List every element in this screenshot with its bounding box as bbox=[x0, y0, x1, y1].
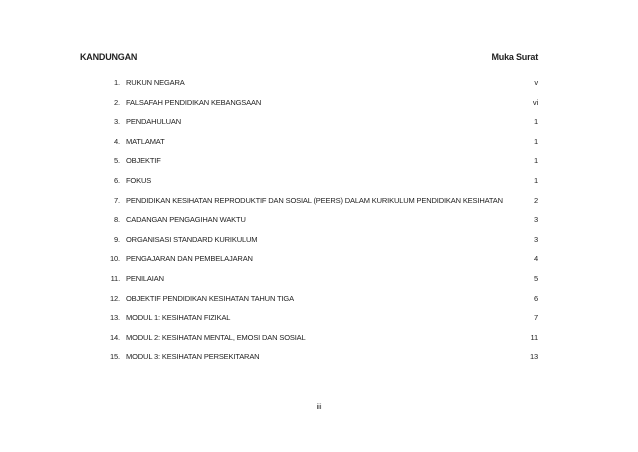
page-footer bbox=[0, 402, 638, 411]
toc-page-number: 1 bbox=[533, 156, 538, 166]
toc-page-number: v bbox=[534, 78, 538, 87]
toc-page-number: 3 bbox=[533, 234, 538, 244]
toc-number: 14. bbox=[110, 332, 120, 342]
toc-number: 10. bbox=[110, 254, 120, 264]
toc-label: MODUL 3: KESIHATAN PERSEKITARAN bbox=[126, 352, 260, 362]
toc-label: CADANGAN PENGAGIHAN WAKTU bbox=[126, 215, 246, 225]
toc-label: FALSAFAH PENDIDIKAN KEBANGSAAN bbox=[126, 97, 262, 107]
toc-page-number: 3 bbox=[533, 215, 538, 225]
toc-page-number: 7 bbox=[533, 313, 538, 323]
toc-title: KANDUNGAN bbox=[80, 52, 138, 62]
toc-row-5[interactable] bbox=[100, 151, 538, 171]
toc-number: 11. bbox=[110, 273, 120, 283]
toc-label: ORGANISASI STANDARD KURIKULUM bbox=[126, 234, 258, 244]
toc-page-number: 2 bbox=[533, 195, 538, 205]
toc-label: MODUL 2: KESIHATAN MENTAL, EMOSI DAN SOSIAL bbox=[126, 332, 306, 342]
toc-page-number: 1 bbox=[533, 117, 538, 127]
toc-row-2[interactable] bbox=[100, 93, 538, 113]
toc-number: 7. bbox=[114, 195, 120, 205]
toc-row-1[interactable] bbox=[100, 73, 538, 93]
toc-number: 8. bbox=[114, 215, 120, 225]
toc-row-11[interactable] bbox=[100, 269, 538, 289]
toc-number: 12. bbox=[110, 293, 120, 303]
toc-row-4[interactable] bbox=[100, 132, 538, 152]
toc-row-3[interactable] bbox=[100, 112, 538, 132]
page-column-heading: Muka Surat bbox=[491, 52, 538, 62]
toc-number: 4. bbox=[114, 136, 120, 146]
toc-page-number: 6 bbox=[533, 293, 538, 303]
toc-row-8[interactable] bbox=[100, 210, 538, 230]
toc-number: 13. bbox=[110, 313, 120, 323]
toc-row-13[interactable] bbox=[100, 308, 538, 328]
toc-row-14[interactable] bbox=[100, 328, 538, 348]
toc-row-6[interactable] bbox=[100, 171, 538, 191]
toc-row-9[interactable] bbox=[100, 230, 538, 250]
toc-row-15[interactable] bbox=[100, 347, 538, 367]
toc-row-10[interactable] bbox=[100, 249, 538, 269]
toc-label: RUKUN NEGARA bbox=[126, 78, 185, 87]
toc-number: 6. bbox=[114, 175, 120, 185]
toc-header bbox=[80, 52, 538, 66]
toc-label: MATLAMAT bbox=[126, 136, 165, 146]
toc-number: 3. bbox=[114, 117, 120, 127]
toc-page-number: vi bbox=[532, 97, 538, 107]
toc-page-number: 1 bbox=[533, 175, 538, 185]
toc-label: OBJEKTIF bbox=[126, 156, 161, 166]
toc-page-number: 5 bbox=[533, 273, 538, 283]
toc-number: 15. bbox=[110, 352, 120, 362]
toc-label: PENDIDIKAN KESIHATAN REPRODUKTIF DAN SOSIAL (PEERS) DALAM KURIKULUM PENDIDIKAN KESIHATAN bbox=[126, 195, 503, 205]
toc-label: MODUL 1: KESIHATAN FIZIKAL bbox=[126, 313, 231, 323]
toc-page-number: 13 bbox=[529, 352, 538, 362]
toc-label: OBJEKTIF PENDIDIKAN KESIHATAN TAHUN TIGA bbox=[126, 293, 294, 303]
toc-row-12[interactable] bbox=[100, 289, 538, 309]
toc-page-number: 1 bbox=[533, 136, 538, 146]
toc-number: 9. bbox=[114, 234, 120, 244]
toc-page-number: 11 bbox=[530, 332, 538, 342]
toc-label: FOKUS bbox=[126, 175, 152, 185]
toc-label: PENGAJARAN DAN PEMBELAJARAN bbox=[126, 254, 253, 264]
toc-number: 1. bbox=[114, 78, 120, 87]
toc-row-7[interactable] bbox=[100, 191, 538, 211]
toc-page-number: 4 bbox=[533, 254, 538, 264]
footer-page-number: iii bbox=[316, 402, 322, 411]
toc-number: 2. bbox=[114, 97, 120, 107]
table-of-contents bbox=[100, 73, 538, 367]
toc-number: 5. bbox=[114, 156, 120, 166]
toc-label: PENDAHULUAN bbox=[126, 117, 182, 127]
toc-label: PENILAIAN bbox=[126, 273, 164, 283]
